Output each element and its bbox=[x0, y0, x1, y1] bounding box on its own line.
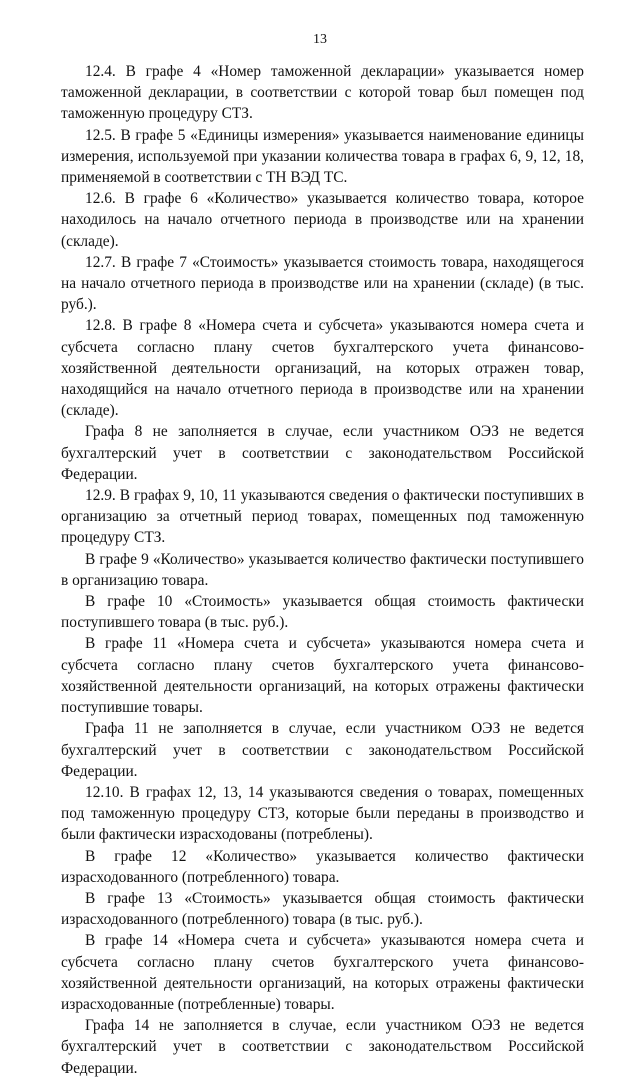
paragraph-grafa-8-note: Графа 8 не заполняется в случае, если участником ОЭЗ не ведется бухгалтерский учет в соответствии с законодательством Российской Федерации. bbox=[61, 423, 584, 483]
paragraph-12-7: 12.7. В графе 7 «Стоимость» указывается стоимость товара, находящегося на начало отчетного периода в производстве или на хранении (складе) (в тыс. руб.). bbox=[61, 253, 584, 314]
paragraph-12-6: 12.6. В графе 6 «Количество» указывается количество товара, которое находилось на начало отчетного периода в производстве или на хранении (складе). bbox=[61, 190, 584, 250]
document-body bbox=[61, 61, 584, 1079]
page-number: 13 bbox=[313, 32, 327, 47]
paragraph-12-4: 12.4. В графе 4 «Номер таможенной декларации» указывается номер таможенной декларации, в соответствии с которой товар был помещен под таможенную процедуру СТЗ. bbox=[61, 63, 584, 123]
paragraph-grafa-14: В графе 14 «Номера счета и субсчета» указываются номера счета и субсчета согласно плану счетов бухгалтерского учета финансово-хозяйственной деятельности организаций, на которых отражены фактически израсходованные (потребленные) товары. bbox=[61, 932, 584, 1013]
paragraph-grafa-13: В графе 13 «Стоимость» указывается общая стоимость фактически израсходованного (потребленного) товара (в тыс. руб.). bbox=[61, 889, 584, 929]
paragraph-grafa-12: В графе 12 «Количество» указывается количество фактически израсходованного (потребленного) товара. bbox=[61, 847, 584, 886]
paragraph-12-5: 12.5. В графе 5 «Единицы измерения» указывается наименование единицы измерения, используемой при указании количества товара в графах 6, 9, 12, 18, применяемой в соответствии с ТН ВЭД ТС. bbox=[61, 126, 584, 187]
paragraph-12-8: 12.8. В графе 8 «Номера счета и субсчета» указываются номера счета и субсчета согласно плану счетов бухгалтерского учета финансово-хозяйственной деятельности организаций, на которых отражен товар, находящийся на начало отчетного периода в производстве или на хранении (складе). bbox=[61, 317, 584, 420]
paragraph-grafa-10: В графе 10 «Стоимость» указывается общая стоимость фактически поступившего товара (в тыс. руб.). bbox=[61, 593, 584, 632]
paragraph-grafa-14-note: Графа 14 не заполняется в случае, если участником ОЭЗ не ведется бухгалтерский учет в соответствии с законодательством Российской Федерации. bbox=[61, 1017, 584, 1077]
paragraph-grafa-9: В графе 9 «Количество» указывается количество фактически поступившего в организацию товара. bbox=[61, 550, 584, 589]
paragraph-grafa-11: В графе 11 «Номера счета и субсчета» указываются номера счета и субсчета согласно плану счетов бухгалтерского учета финансово-хозяйственной деятельности организаций, на которых отражены фактически поступившие товары. bbox=[61, 635, 584, 717]
paragraph-grafa-11-note: Графа 11 не заполняется в случае, если участником ОЭЗ не ведется бухгалтерский учет в соответствии с законодательством Российской Федерации. bbox=[61, 720, 584, 780]
paragraph-12-10: 12.10. В графах 12, 13, 14 указываются сведения о товарах, помещенных под таможенную процедуру СТЗ, которые были переданы в производство и были фактически израсходованы (потреблены). bbox=[61, 783, 584, 844]
paragraph-12-9: 12.9. В графах 9, 10, 11 указываются сведения о фактически поступивших в организацию за отчетный период товарах, помещенных под таможенную процедуру СТЗ. bbox=[61, 487, 584, 547]
